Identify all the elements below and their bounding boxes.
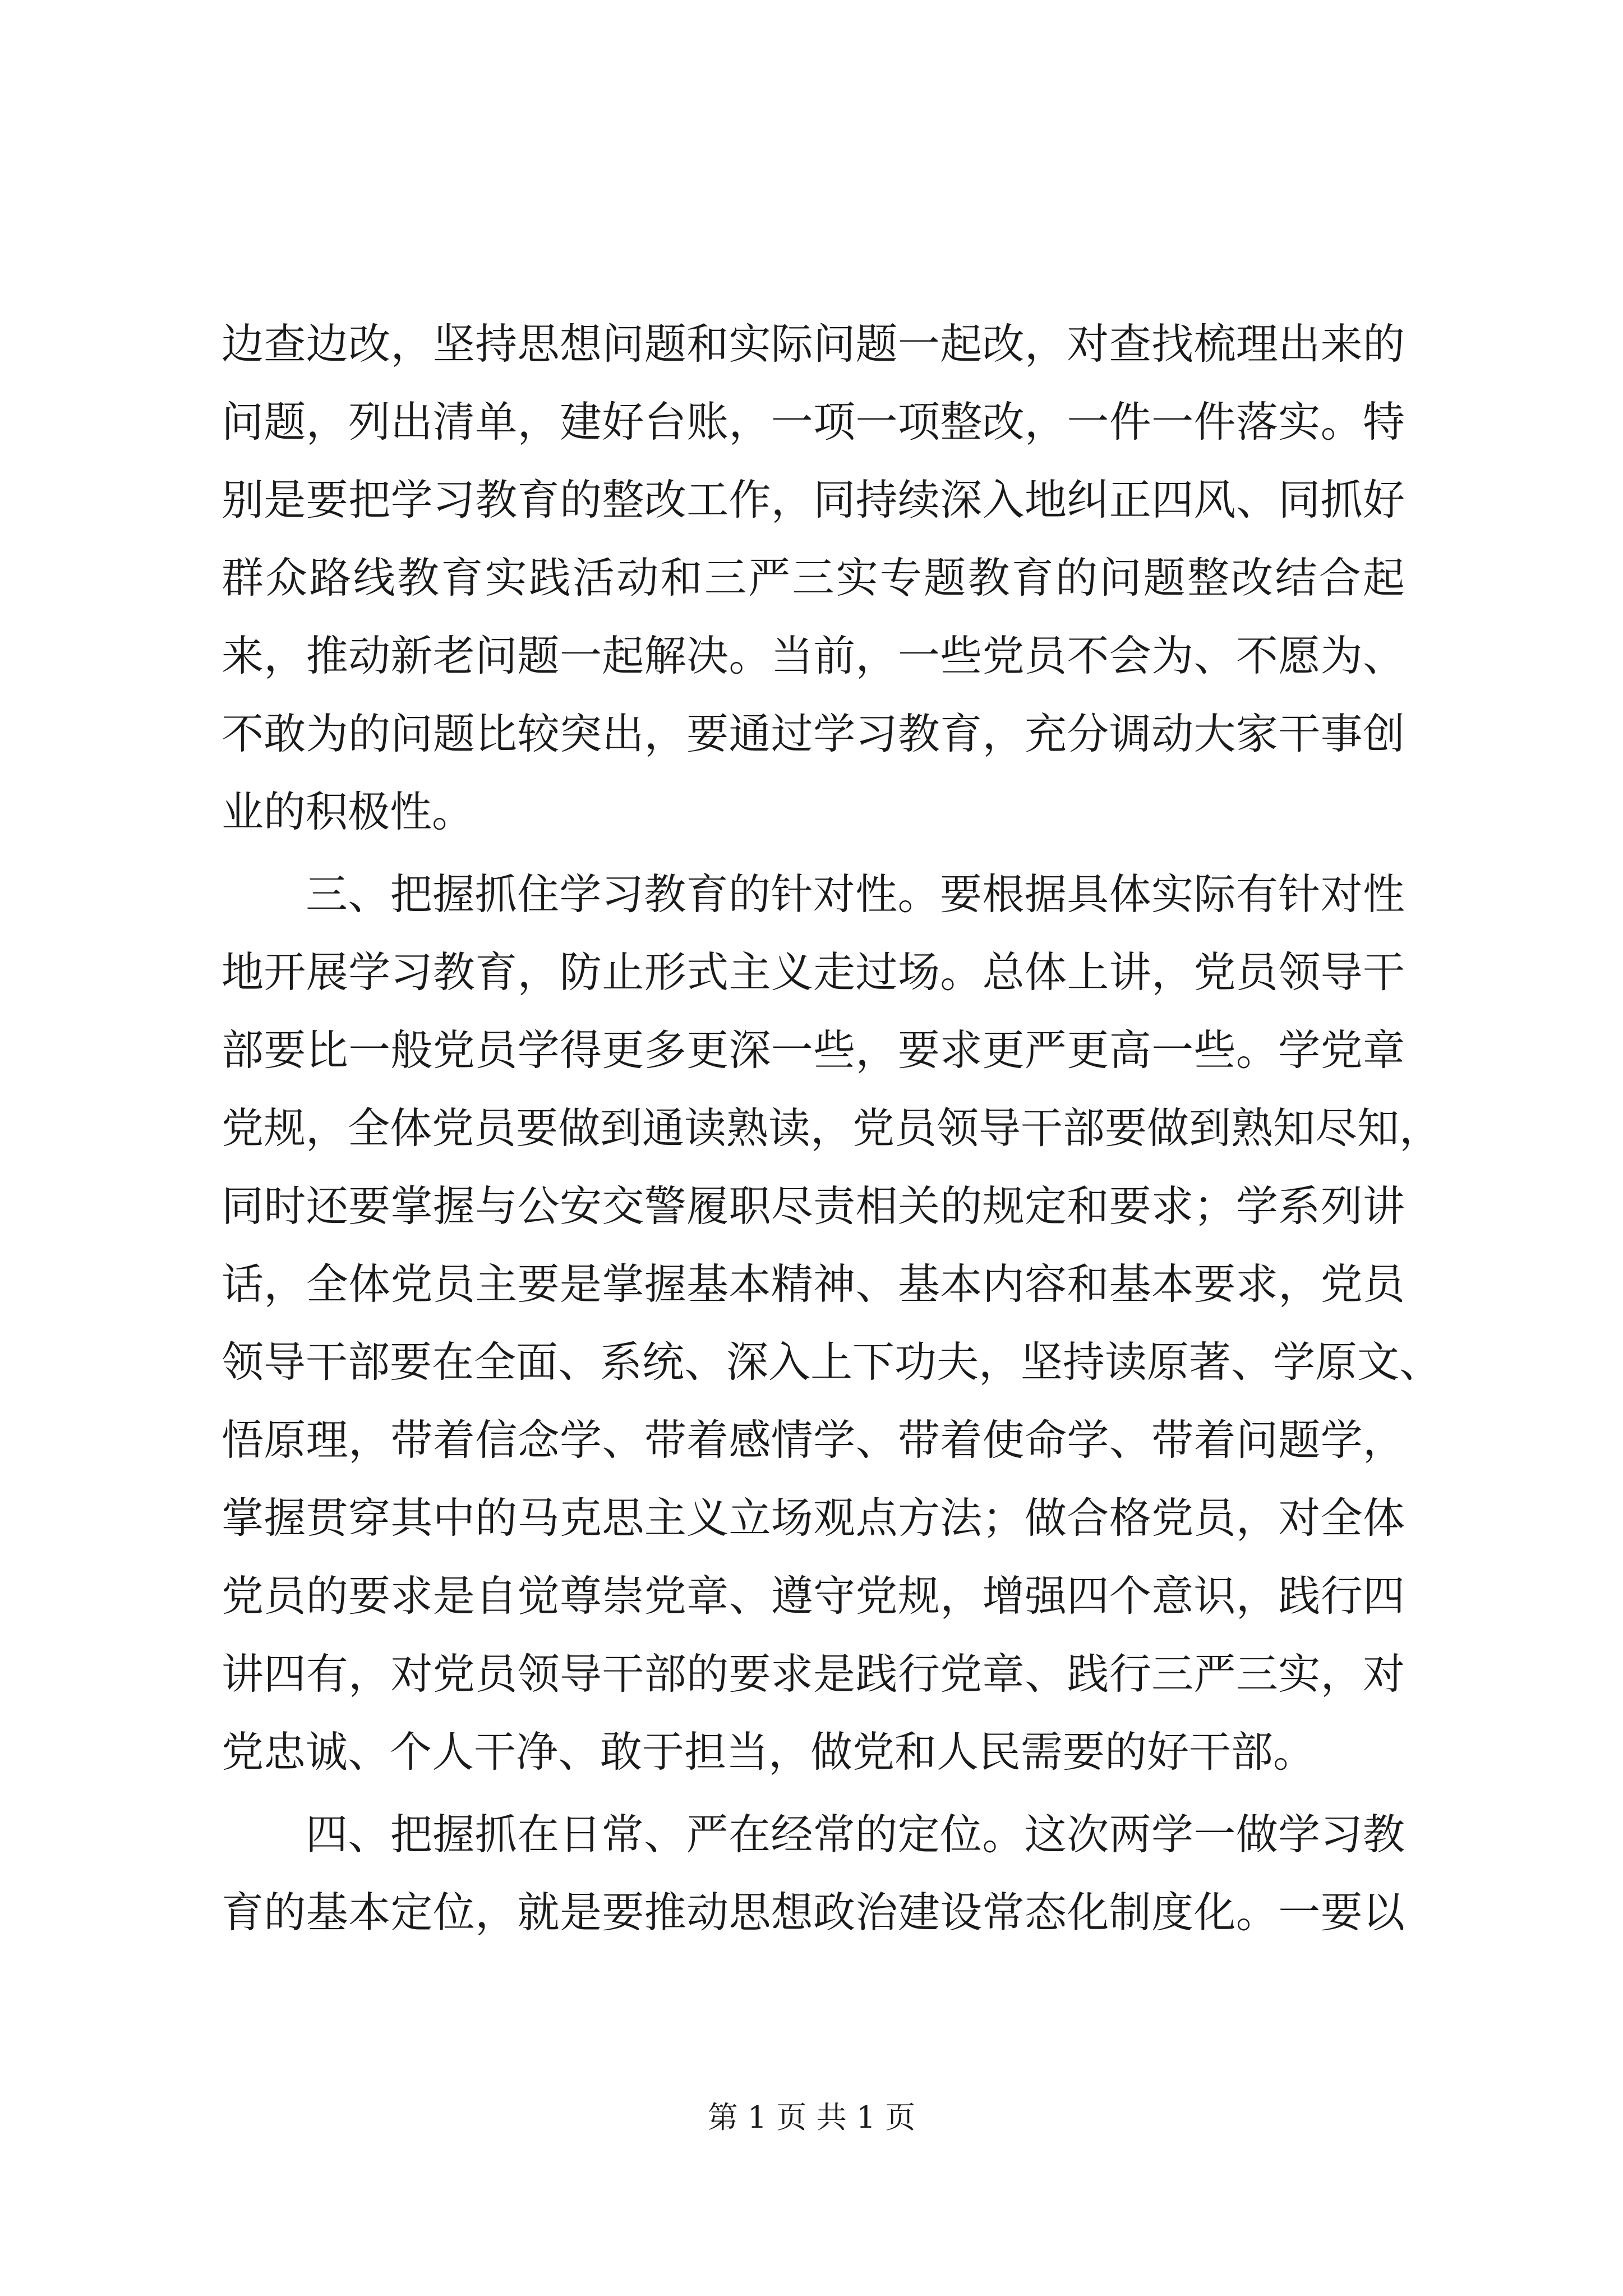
text-line: 业的积极性。 (222, 787, 474, 836)
text-line: 党员的要求是自觉尊崇党章、遵守党规，增强四个意识，践行四 (222, 1571, 1405, 1621)
text-line: 悟原理，带着信念学、带着感情学、带着使命学、带着问题学， (222, 1415, 1405, 1465)
text-line: 来，推动新老问题一起解决。当前，一些党员不会为、不愿为、 (222, 631, 1405, 680)
text-line: 问题，列出清单，建好台账，一项一项整改，一件一件落实。特 (222, 397, 1405, 447)
paragraph-start-line: 三、把握抓住学习教育的针对性。要根据具体实际有针对性 (306, 869, 1405, 919)
paragraph-start-line: 四、把握抓在日常、严在经常的定位。这次两学一做学习教 (306, 1810, 1405, 1859)
text-line: 不敢为的问题比较突出，要通过学习教育，充分调动大家干事创 (222, 709, 1405, 758)
text-line: 掌握贯穿其中的马克思主义立场观点方法；做合格党员，对全体 (222, 1493, 1405, 1543)
text-line: 领导干部要在全面、系统、深入上下功夫，坚持读原著、学原文、 (222, 1337, 1442, 1387)
text-line: 话，全体党员主要是掌握基本精神、基本内容和基本要求，党员 (222, 1259, 1405, 1309)
text-line: 别是要把学习教育的整改工作，同持续深入地纠正四风、同抓好 (222, 475, 1405, 524)
text-line: 部要比一般党员学得更多更深一些，要求更严更高一些。学党章 (222, 1025, 1405, 1075)
text-line: 同时还要掌握与公安交警履职尽责相关的规定和要求；学系列讲 (222, 1181, 1405, 1231)
text-line: 讲四有，对党员领导干部的要求是践行党章、践行三严三实，对 (222, 1649, 1405, 1699)
text-line: 边查边改，坚持思想问题和实际问题一起改，对查找梳理出来的 (222, 319, 1405, 369)
text-line: 党规，全体党员要做到通读熟读，党员领导干部要做到熟知尽知， (222, 1103, 1442, 1153)
page-number-footer: 第 1 页 共 1 页 (707, 2100, 916, 2135)
text-line: 地开展学习教育，防止形式主义走过场。总体上讲，党员领导干 (222, 947, 1405, 997)
text-line: 党忠诚、个人干净、敢于担当，做党和人民需要的好干部。 (222, 1727, 1316, 1777)
text-line: 群众路线教育实践活动和三严三实专题教育的问题整改结合起 (222, 553, 1405, 602)
text-line: 育的基本定位，就是要推动思想政治建设常态化制度化。一要以 (222, 1888, 1405, 1937)
